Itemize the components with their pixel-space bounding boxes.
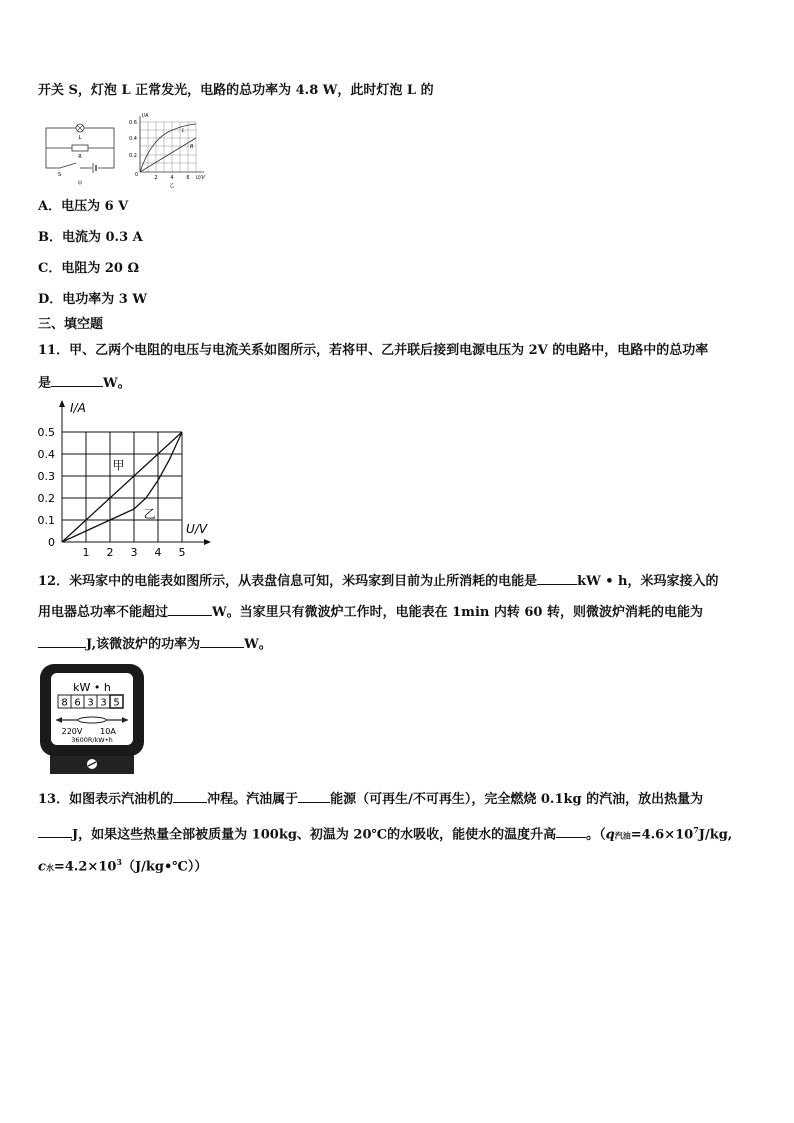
meter-digit: 3	[87, 697, 94, 709]
resistor-label: R	[78, 154, 82, 160]
chart-ticks	[38, 426, 186, 559]
option-c: C．电阻为 20 Ω	[38, 261, 140, 276]
q13-line3	[38, 853, 207, 876]
q13-c-unit: （J/kg•℃））	[122, 859, 208, 875]
small-graph-ylabel: I/A	[142, 113, 149, 119]
q13-line1	[38, 790, 703, 809]
q13-c-symbol: c	[38, 859, 46, 875]
y-tick-label: 0.1	[37, 514, 55, 527]
x-axis-arrow	[204, 539, 211, 545]
q10-stem: 开关 S，灯泡 L 正常发光，电路的总功率为 4.8 W，此时灯泡 L 的	[38, 83, 434, 98]
q13-line2	[38, 821, 732, 844]
iv-chart	[36, 395, 216, 560]
meter-current: 10A	[100, 727, 116, 736]
q11-answer-blank[interactable]	[51, 374, 103, 387]
fig-caption-yi: 乙	[169, 183, 175, 188]
q12-l1-post: kW • h，米玛家接入的	[577, 574, 719, 589]
q13-q-symbol: q	[605, 827, 615, 843]
y-axis-arrow	[59, 400, 65, 407]
series-label: 甲	[112, 458, 125, 473]
meter-digit: 3	[100, 697, 107, 709]
option-b: B．电流为 0.3 A	[38, 230, 143, 245]
q12-energy-blank[interactable]	[537, 572, 577, 585]
x-tick-label: 3	[130, 546, 138, 559]
q11-post: W。	[103, 376, 131, 391]
switch-label: S	[58, 172, 62, 178]
q13-q-sub: 汽油	[614, 830, 631, 841]
small-graph-xlabel: U/V	[196, 175, 205, 181]
curve-label-l: L	[182, 128, 185, 134]
meter-voltage: 220V	[61, 727, 83, 736]
q13-q-unit: J/kg,	[698, 827, 733, 843]
meter-unit: kW • h	[73, 681, 111, 694]
q12-microwave-power-blank[interactable]	[200, 635, 244, 648]
q12-microwave-energy-blank[interactable]	[38, 635, 86, 648]
q12-line2	[38, 603, 703, 622]
series-line-jia	[62, 432, 182, 542]
small-ytick: 0.2	[129, 153, 137, 159]
curve-label-r: R	[190, 144, 194, 150]
q13-l1-post: 能源（可再生/不可再生），完全燃烧 0.1kg 的汽油，放出热量为	[330, 792, 704, 807]
chart-ylabel: I/A	[70, 401, 86, 415]
q12-line3	[38, 635, 272, 654]
x-tick-label: 4	[154, 546, 162, 559]
option-a: A．电压为 6 V	[38, 199, 129, 214]
meter-digit: 8	[61, 697, 68, 709]
small-ytick: 0.6	[129, 120, 137, 126]
q13-c-sub: 水	[45, 862, 54, 873]
x-tick-label: 5	[178, 546, 186, 559]
fig-caption-jia: 甲	[77, 181, 83, 187]
chart-series	[62, 432, 182, 542]
y-tick-label: 0.2	[37, 492, 55, 505]
q12-power-limit-blank[interactable]	[168, 603, 212, 616]
y-tick-label: 0.3	[37, 470, 55, 483]
q13-stroke-blank[interactable]	[173, 790, 207, 803]
y-tick-label: 0	[48, 536, 55, 549]
q12-line1	[38, 572, 719, 591]
q13-temp-rise-blank[interactable]	[556, 825, 586, 838]
small-ytick: 0	[135, 172, 139, 178]
section-header: 三、填空题	[38, 317, 104, 332]
q13-l2-post: 。（	[586, 827, 606, 843]
q13-heat-blank[interactable]	[38, 825, 72, 838]
small-ytick: 0.4	[129, 136, 137, 142]
small-xtick: 2	[154, 175, 158, 181]
meter-spec: 3600R/kW•h	[71, 736, 113, 744]
q13-c-val: =4.2×10	[53, 859, 117, 875]
q12-l2-post: W。当家里只有微波炉工作时，电能表在 1min 内转 60 转，则微波炉消耗的电能为	[212, 605, 704, 620]
small-xtick: 6	[186, 175, 190, 181]
q11-line2	[38, 374, 131, 393]
circuit-diagram-jia	[40, 118, 122, 188]
q12-l2-pre: 用电器总功率不能超过	[38, 605, 169, 620]
meter-digit-decimal: 5	[113, 697, 120, 709]
q13-q-val: =4.6×10	[630, 827, 694, 843]
lamp-label: L	[78, 135, 82, 141]
q12-l3-mid: J,该微波炉的功率为	[86, 637, 201, 652]
q13-q-exp: 7	[693, 825, 699, 835]
meter-digit: 6	[74, 697, 81, 709]
option-d: D．电功率为 3 W	[38, 292, 147, 307]
energy-meter	[38, 662, 146, 777]
q13-c-exp: 3	[116, 857, 122, 867]
iv-graph-yi	[128, 110, 212, 188]
y-tick-label: 0.5	[37, 426, 55, 439]
q13-l2-mid: J，如果这些热量全部被质量为 100kg、初温为 20℃的水吸收，能使水的温度升高	[72, 827, 557, 843]
q13-energy-type-blank[interactable]	[298, 790, 330, 803]
q11-line1: 11．甲、乙两个电阻的电压与电流关系如图所示，若将甲、乙并联后接到电源电压为 2V 的电路中，电路中的总功率	[38, 343, 709, 358]
q11-pre: 是	[38, 376, 52, 391]
q12-l3-post: W。	[244, 637, 272, 652]
x-tick-label: 2	[106, 546, 114, 559]
chart-xlabel: U/V	[186, 522, 208, 536]
q12-l1-pre: 12．米玛家中的电能表如图所示，从表盘信息可知，米玛家到目前为止所消耗的电能是	[38, 574, 538, 589]
small-xtick: 4	[170, 175, 174, 181]
x-tick-label: 1	[82, 546, 90, 559]
y-tick-label: 0.4	[37, 448, 55, 461]
series-label: 乙	[143, 506, 156, 521]
q13-l1-pre: 13．如图表示汽油机的	[38, 792, 174, 807]
q13-l1-mid: 冲程。汽油属于	[207, 792, 299, 807]
